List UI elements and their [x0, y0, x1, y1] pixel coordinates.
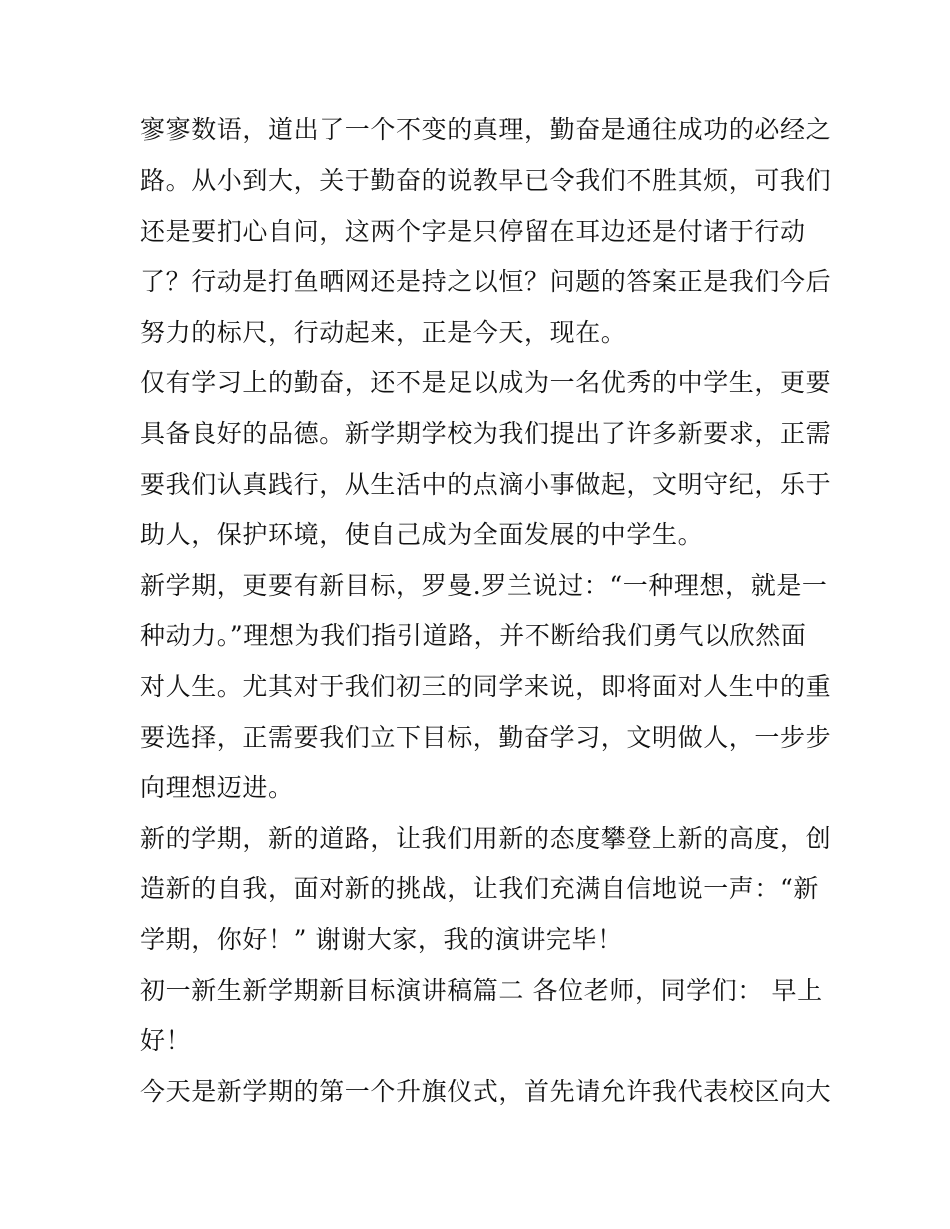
text-line: 今天是新学期的第一个升旗仪式，首先请允许我代表校区向大	[140, 1077, 832, 1106]
text-line: 助人，保护环境，使自己成为全面发展的中学生。	[140, 520, 704, 549]
text-line: 学期，你好！” 谢谢大家，我的演讲完毕！	[140, 925, 623, 954]
text-line: 要我们认真践行，从生活中的点滴小事做起，文明守纪，乐于	[140, 470, 832, 499]
text-line: 向理想迈进。	[140, 773, 294, 802]
text-line: 了？行动是打鱼晒网还是持之以恒？问题的答案正是我们今后	[140, 267, 832, 296]
text-line: 初一新生新学期新目标演讲稿篇二 各位老师，同学们： 早上	[140, 976, 823, 1005]
text-line: 新的学期，新的道路，让我们用新的态度攀登上新的高度，创	[140, 824, 832, 853]
text-line: 还是要扪心自问，这两个字是只停留在耳边还是付诸于行动	[140, 217, 806, 246]
text-line: 对人生。尤其对于我们初三的同学来说，即将面对人生中的重	[140, 672, 832, 701]
text-line: 造新的自我，面对新的挑战，让我们充满自信地说一声：“新	[140, 874, 819, 903]
text-line: 仅有学习上的勤奋，还不是足以成为一名优秀的中学生，更要	[140, 368, 832, 397]
text-line: 具备良好的品德。新学期学校为我们提出了许多新要求，正需	[140, 419, 832, 448]
text-line: 寥寥数语，道出了一个不变的真理，勤奋是通往成功的必经之	[140, 115, 832, 144]
text-line: 种动力。”理想为我们指引道路，并不断给我们勇气以欣然面	[140, 621, 807, 650]
text-line: 新学期，更要有新目标，罗曼.罗兰说过：“一种理想，就是一	[140, 571, 828, 600]
text-line: 路。从小到大，关于勤奋的说教早已令我们不胜其烦，可我们	[140, 166, 832, 195]
text-line: 好！	[140, 1026, 192, 1055]
text-line: 努力的标尺，行动起来，正是今天，现在。	[140, 318, 627, 347]
text-line: 要选择，正需要我们立下目标，勤奋学习，文明做人，一步步	[140, 723, 832, 752]
